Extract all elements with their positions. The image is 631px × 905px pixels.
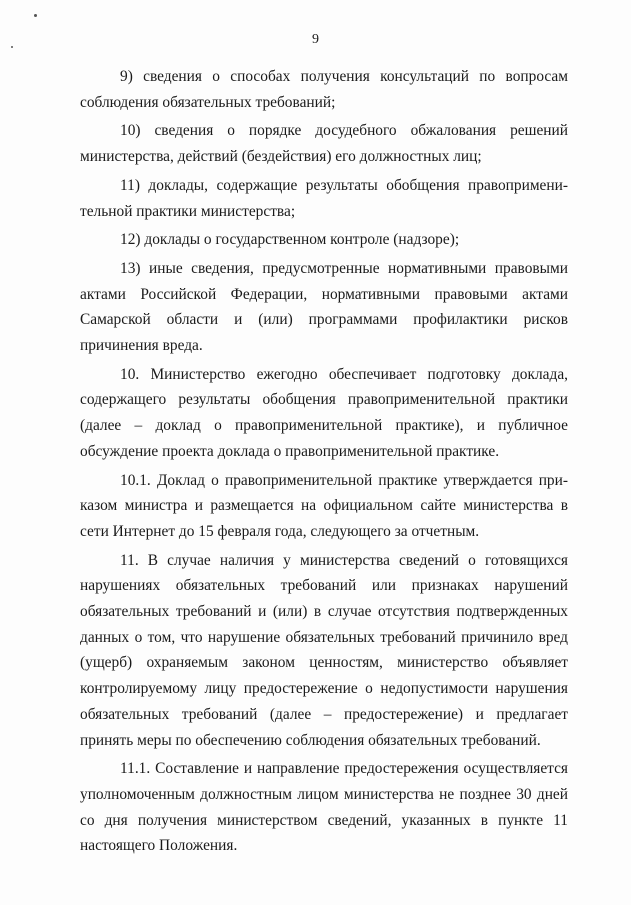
document-body xyxy=(80,64,568,862)
scan-speck xyxy=(34,14,37,17)
paragraph-item-11: 11) доклады, содержащие результаты обобщения правоприменительной практики министерства; xyxy=(80,176,568,220)
paragraph-clause-10-1: 10.1. Доклад о правоприменительной практике утверждается приказом министра и размещается на официальном сайте министерства в сети Интернет до 15 февраля года, следующего за отчетным. xyxy=(80,471,568,540)
paragraph-item-13: 13) иные сведения, предусмотренные нормативными правовыми актами Российской Федерации, нормативными правовыми актами Самарской области и (или) программами профилактики рисков причинения вреда. xyxy=(80,259,568,355)
paragraph-item-10: 10) сведения о порядке досудебного обжалования решений министерства, действий (бездействия) его должностных лиц; xyxy=(80,122,568,166)
page-number: 9 xyxy=(312,32,319,47)
paragraph-clause-10: 10. Министерство ежегодно обеспечивает подготовку доклада, содержащего результаты обобщения правоприменительной практики (далее – доклад о правоприменительной практике), и публичное обсуждение проекта доклада о правоприменительной практике. xyxy=(80,365,568,460)
paragraph-clause-11: 11. В случае наличия у министерства сведений о готовящихся нарушениях обязательных требований или признаках нарушений обязательных требований и (или) в случае отсутствия подтвержденных данных о том, что нарушение обязательных требований причинило вред (ущерб) охраняемым законом ценностям, министерство объявляет контролируемому лицу предостережение о недопустимости нарушения обязательных требований (далее – предостережение) и предлагает принять меры по обеспечению соблюдения обязательных требований. xyxy=(80,551,568,749)
paragraph-item-12: 12) доклады о государственном контроле (надзоре); xyxy=(120,231,460,249)
paragraph-item-9: 9) сведения о способах получения консультаций по вопросам соблюдения обязательных требований; xyxy=(80,68,568,111)
paragraph-clause-11-1: 11.1. Составление и направление предостережения осуществляется уполномоченным должностным лицом министерства не позднее 30 дней со дня получения министерством сведений, указанных в пункте 11 настоящего Положения. xyxy=(80,760,568,855)
